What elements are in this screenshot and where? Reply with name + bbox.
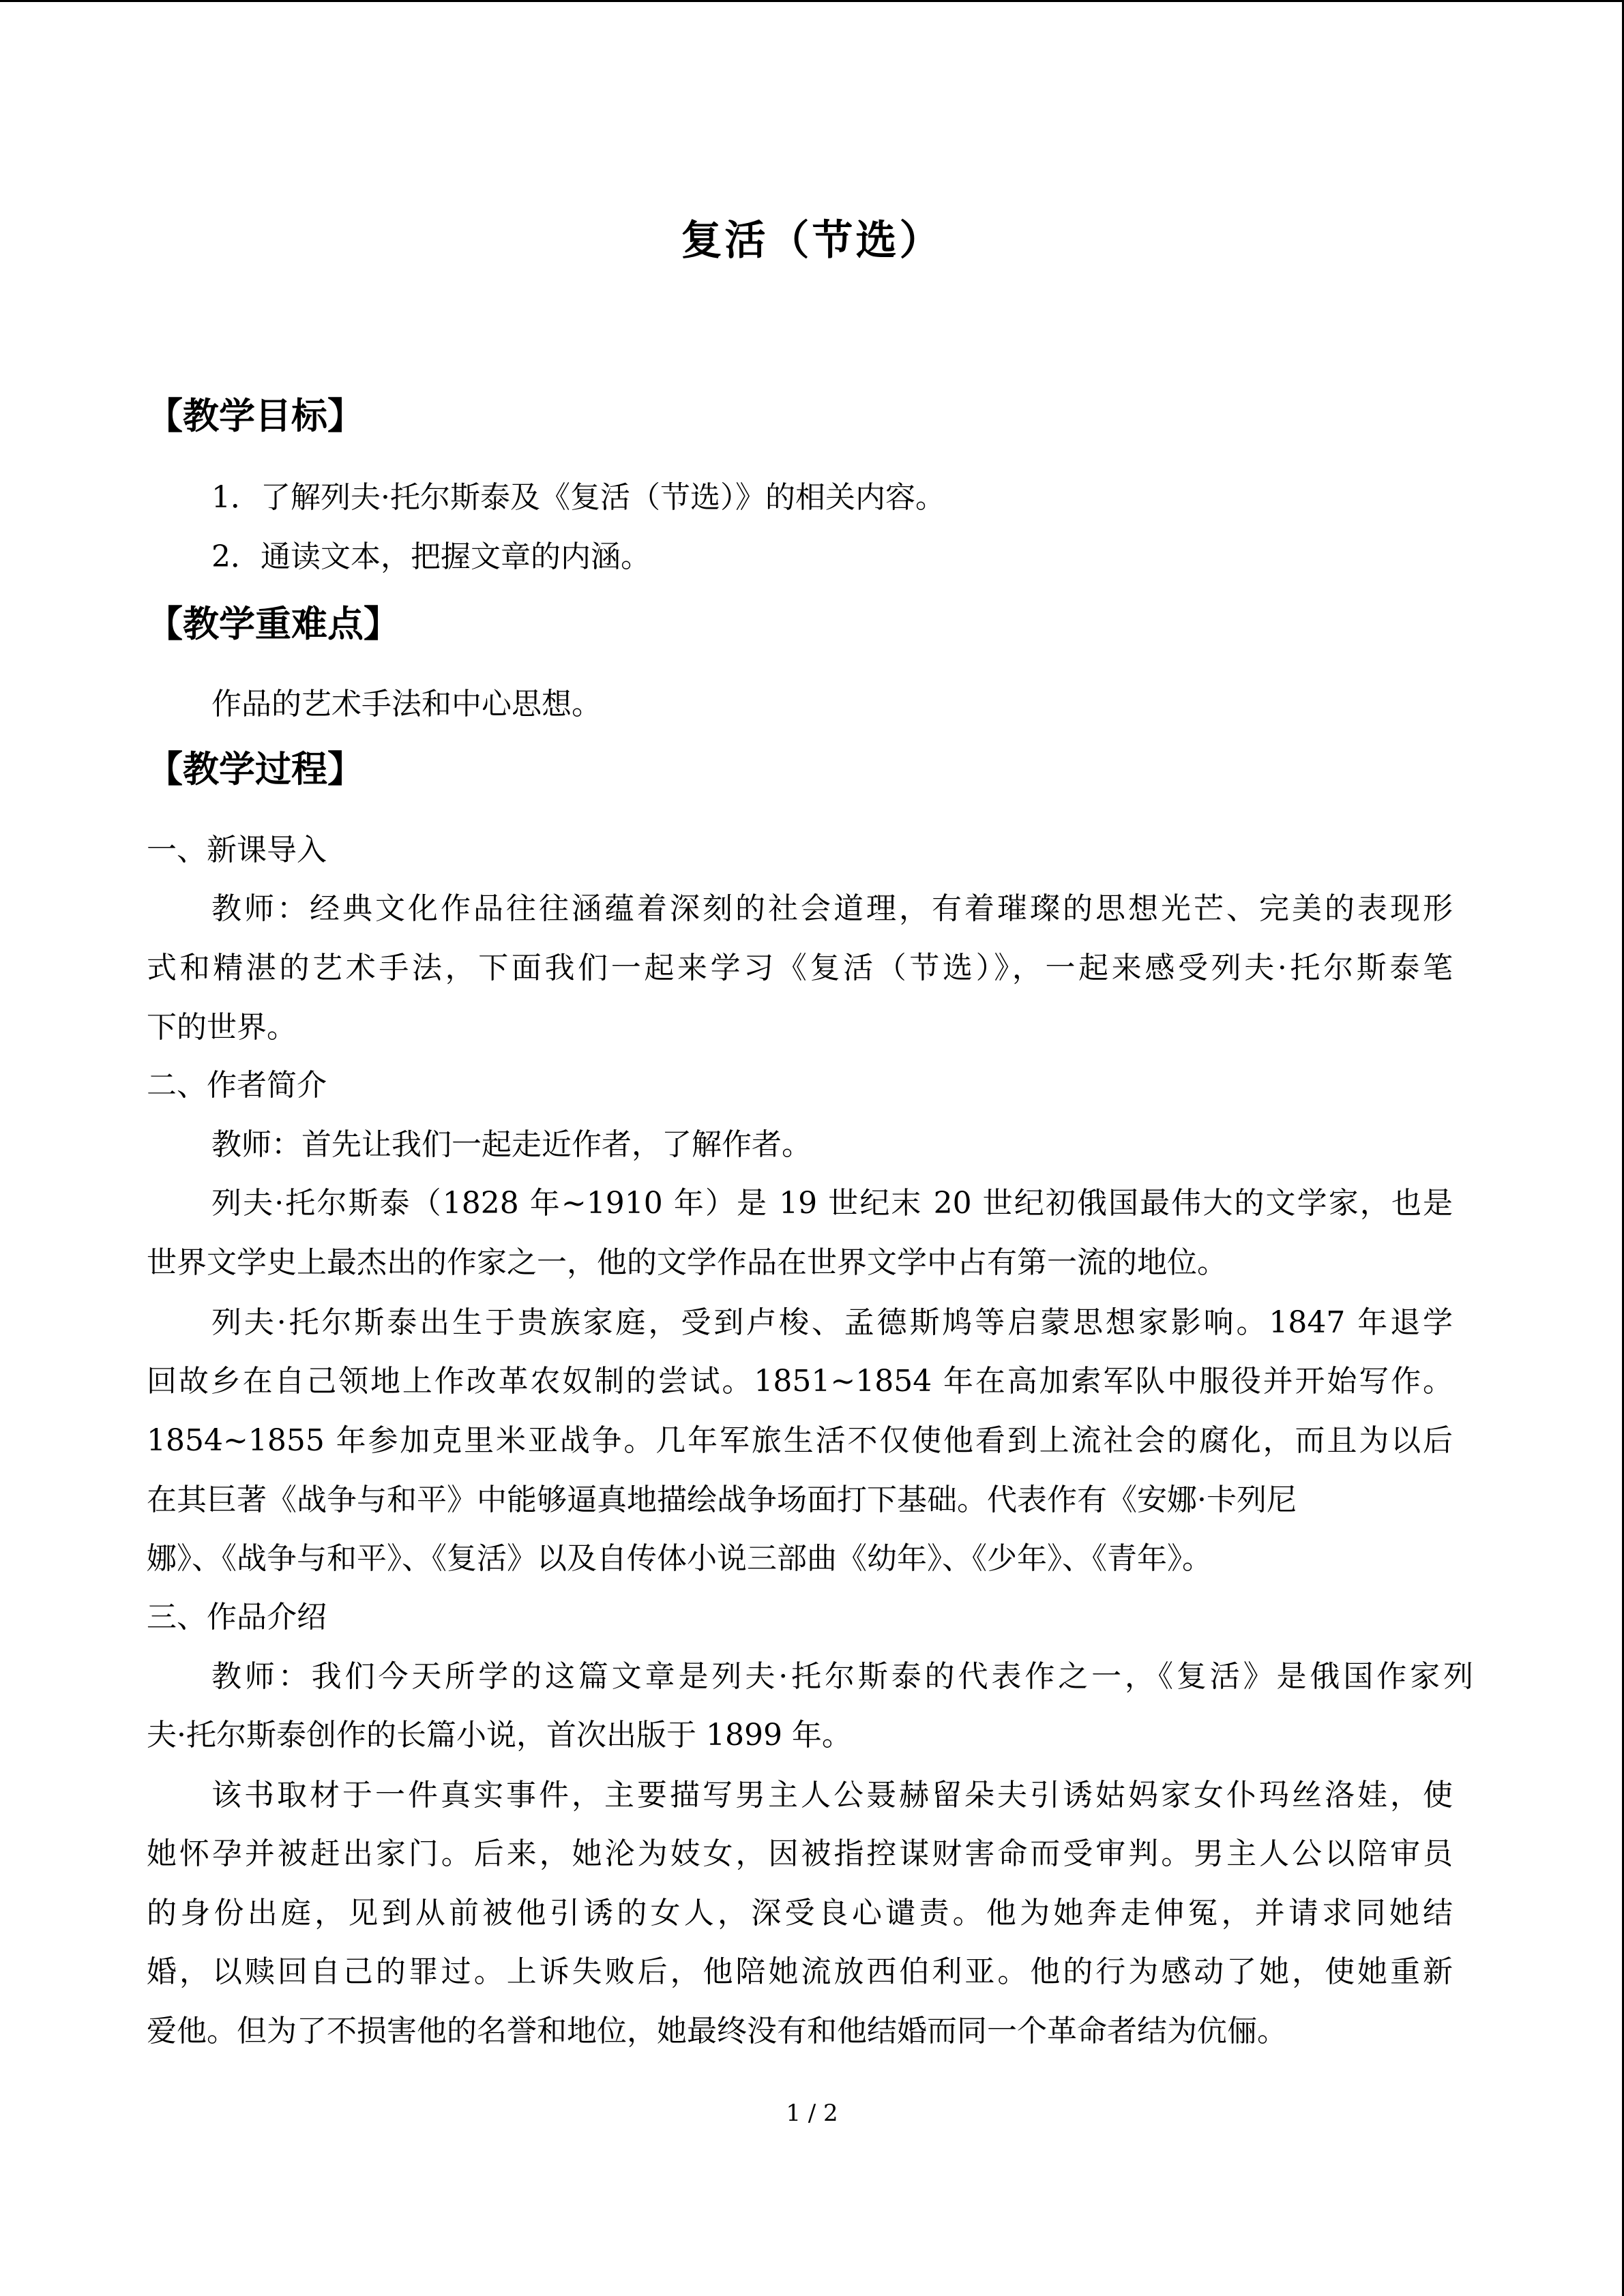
paragraph-line: 教师：我们今天所学的这篇文章是列夫·托尔斯泰的代表作之一，《复活》是俄国作家列 xyxy=(211,1659,1473,1694)
document-title: 复活（节选） xyxy=(681,217,943,265)
paragraph-line: 夫·托尔斯泰创作的长篇小说，首次出版于 1899 年。 xyxy=(147,1718,852,1753)
paragraph-line: 式和精湛的艺术手法，下面我们一起来学习《复活（节选）》，一起来感受列夫·托尔斯泰笔 xyxy=(147,951,1453,985)
paragraph-line: 婚，以赎回自己的罪过。上诉失败后，他陪她流放西伯利亚。他的行为感动了她，使她重新 xyxy=(147,1954,1453,1989)
page-number: 1 / 2 xyxy=(786,2100,838,2127)
paragraph-line: 1854~1855 年参加克里米亚战争。几年军旅生活不仅使他看到上流社会的腐化，而且为以后 xyxy=(147,1423,1453,1458)
key-points-text: 作品的艺术手法和中心思想。 xyxy=(211,687,602,721)
paragraph-line: 她怀孕并被赶出家门。后来，她沦为妓女，因被指控谋财害命而受审判。男主人公以陪审员 xyxy=(147,1836,1453,1871)
objective-item: 2．通读文本，把握文章的内涵。 xyxy=(211,539,651,574)
objective-item: 1．了解列夫·托尔斯泰及《复活（节选）》的相关内容。 xyxy=(211,480,945,515)
subsection-heading-author: 二、作者简介 xyxy=(147,1068,327,1103)
paragraph-line: 教师：经典文化作品往往涵蕴着深刻的社会道理，有着璀璨的思想光芒、完美的表现形 xyxy=(211,891,1453,926)
paragraph-line: 列夫·托尔斯泰（1828 年~1910 年）是 19 世纪末 20 世纪初俄国最伟大的文学家，也是 xyxy=(211,1186,1453,1221)
section-heading-process: 【教学过程】 xyxy=(147,748,364,790)
section-heading-objectives: 【教学目标】 xyxy=(147,395,364,437)
paragraph-line: 教师：首先让我们一起走近作者，了解作者。 xyxy=(211,1127,812,1162)
section-heading-key-points: 【教学重难点】 xyxy=(147,603,400,645)
paragraph-line: 回故乡在自己领地上作改革农奴制的尝试。1851~1854 年在高加索军队中服役并开始写作。 xyxy=(147,1364,1453,1399)
paragraph-line: 下的世界。 xyxy=(147,1010,297,1045)
paragraph-line: 列夫·托尔斯泰出生于贵族家庭，受到卢梭、孟德斯鸠等启蒙思想家影响。1847 年退学 xyxy=(211,1305,1453,1340)
subsection-heading-work: 三、作品介绍 xyxy=(147,1600,327,1635)
paragraph-line: 爱他。但为了不损害他的名誉和地位，她最终没有和他结婚而同一个革命者结为伉俪。 xyxy=(147,2014,1287,2048)
paragraph-line: 在其巨著《战争与和平》中能够逼真地描绘战争场面打下基础。代表作有《安娜·卡列尼 xyxy=(147,1482,1297,1517)
paragraph-line: 世界文学史上最杰出的作家之一，他的文学作品在世界文学中占有第一流的地位。 xyxy=(147,1245,1227,1280)
paragraph-line: 的身份出庭，见到从前被他引诱的女人，深受良心谴责。他为她奔走伸冤，并请求同她结 xyxy=(147,1896,1453,1930)
paragraph-line: 娜》、《战争与和平》、《复活》以及自传体小说三部曲《幼年》、《少年》、《青年》。 xyxy=(147,1541,1212,1576)
subsection-heading-intro: 一、新课导入 xyxy=(147,833,327,867)
paragraph-line: 该书取材于一件真实事件，主要描写男主人公聂赫留朵夫引诱姑妈家女仆玛丝洛娃，使 xyxy=(211,1778,1453,1813)
